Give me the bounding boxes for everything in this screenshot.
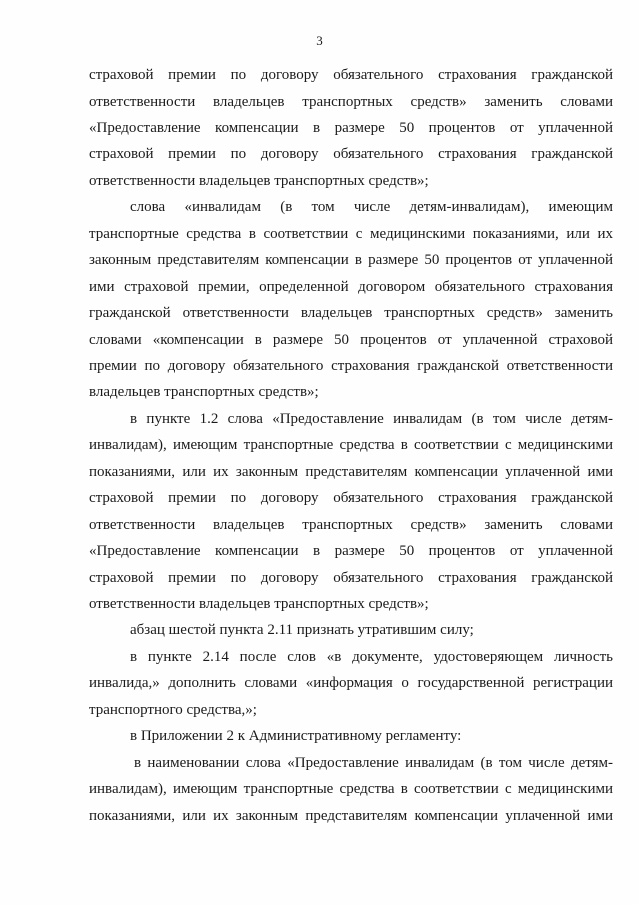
text-line: законным представителям компенсации в размере 50 процентов от уплаченной bbox=[89, 252, 613, 269]
text-line: гражданской ответственности владельцев транспортных средств» заменить bbox=[89, 305, 613, 321]
text-line: в пункте 1.2 слова «Предоставление инвалидам (в том числе детям- bbox=[130, 410, 613, 427]
text-line: страховой премии по договору обязательного страхования гражданской bbox=[89, 490, 613, 507]
text-line: страховой премии по договору обязательного страхования гражданской bbox=[89, 569, 613, 586]
text-line: страховой премии по договору обязательного страхования гражданской bbox=[89, 67, 613, 83]
text-line: транспортного средства,»; bbox=[89, 701, 257, 718]
text-line: «Предоставление компенсации в размере 50 процентов от уплаченной bbox=[89, 119, 613, 136]
text-line: инвалидам), имеющим транспортные средства в соответствии с медицинскими bbox=[89, 437, 613, 454]
text-line: в наименовании слова «Предоставление инвалидам (в том числе детям- bbox=[134, 754, 613, 771]
text-line: владельцев транспортных средств»; bbox=[89, 384, 319, 401]
text-line: слова «инвалидам (в том числе детям-инвалидам), имеющим bbox=[130, 199, 613, 216]
text-line: ответственности владельцев транспортных средств» заменить словами bbox=[89, 516, 613, 533]
text-line: страховой премии по договору обязательного страхования гражданской bbox=[89, 146, 613, 163]
text-line: инвалидам), имеющим транспортные средства в соответствии с медицинскими bbox=[89, 781, 613, 798]
text-line: премии по договору обязательного страхования гражданской ответственности bbox=[89, 357, 613, 374]
text-line: показаниями, или их законным представителям компенсации уплаченной ими bbox=[89, 463, 613, 480]
text-line: в Приложении 2 к Административному регламенту: bbox=[130, 728, 462, 745]
text-line: ответственности владельцев транспортных средств»; bbox=[89, 596, 429, 612]
page-number: 3 bbox=[316, 33, 323, 48]
text-line: в пункте 2.14 после слов «в документе, удостоверяющем личность bbox=[130, 648, 613, 665]
text-line: «Предоставление компенсации в размере 50 процентов от уплаченной bbox=[89, 543, 613, 560]
text-line: показаниями, или их законным представителям компенсации уплаченной ими bbox=[89, 807, 613, 824]
text-line: ими страховой премии, определенной договором обязательного страхования bbox=[89, 278, 613, 295]
text-line: инвалида,» дополнить словами «информация о государственной регистрации bbox=[89, 675, 613, 692]
text-line: транспортные средства в соответствии с медицинскими показаниями, или их bbox=[89, 225, 613, 242]
text-line: ответственности владельцев транспортных средств» заменить словами bbox=[89, 93, 613, 110]
text-line: ответственности владельцев транспортных средств»; bbox=[89, 172, 429, 189]
text-line: абзац шестой пункта 2.11 признать утратившим силу; bbox=[130, 622, 474, 639]
text-line: словами «компенсации в размере 50 процентов от уплаченной страховой bbox=[89, 331, 613, 348]
